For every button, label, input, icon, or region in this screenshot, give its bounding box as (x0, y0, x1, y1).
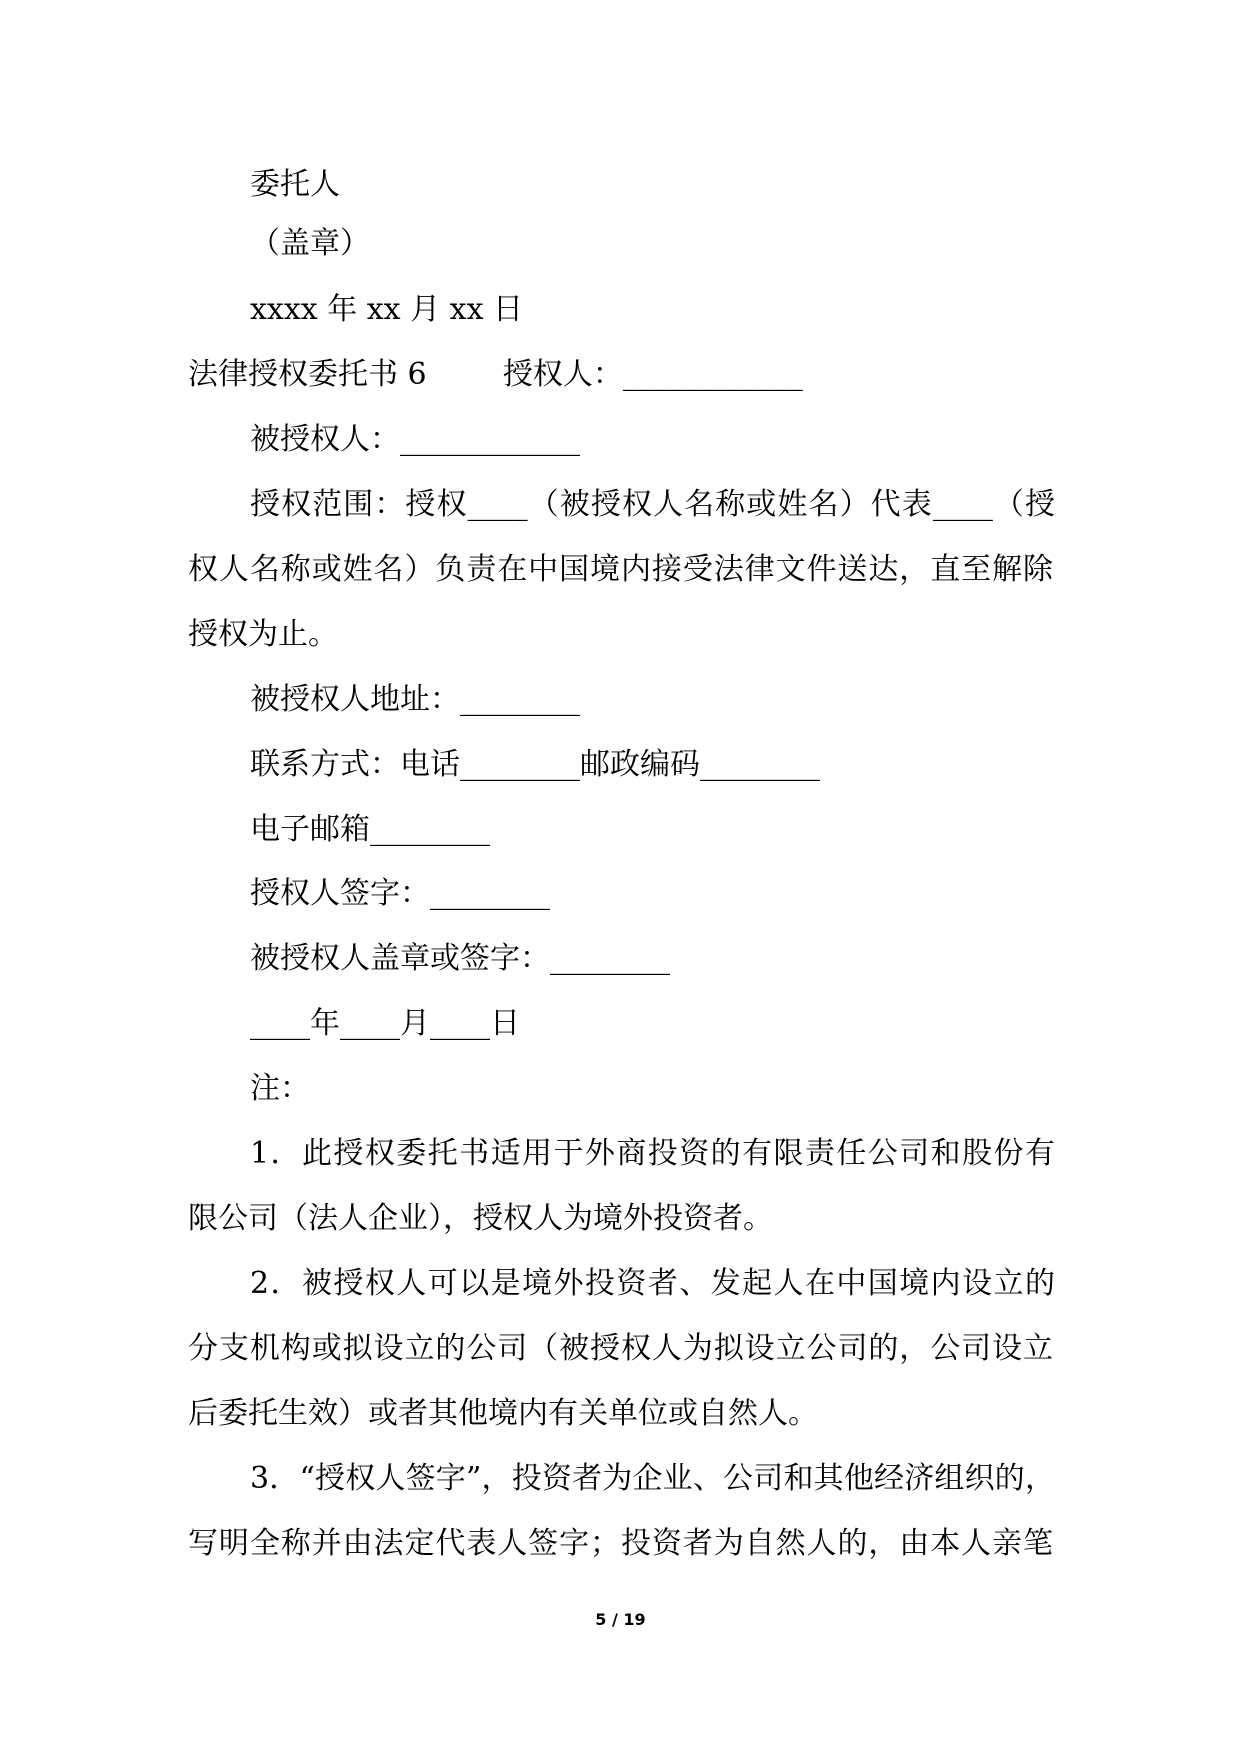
text-line-grantee-signature: 被授权人盖章或签字：________ (250, 941, 670, 976)
text-line-seal: （盖章） (250, 226, 370, 261)
text-line-note-heading: 注： (250, 1071, 310, 1106)
text-line-scope-2: 权人名称或姓名）负责在中国境内接受法律文件送达，直至解除 (188, 552, 1053, 587)
text-line-grantee: 被授权人：____________ (250, 422, 580, 457)
text-line-heading-grantor: 法律授权委托书 6 授权人：____________ (188, 357, 803, 392)
text-line-grantee-address: 被授权人地址：________ (250, 682, 580, 717)
text-line-principal: 委托人 (250, 167, 340, 202)
page-number: 5 / 19 (595, 1610, 646, 1629)
text-line-note-2c: 后委托生效）或者其他境内有关单位或自然人。 (188, 1396, 818, 1431)
text-line-note-3a: 3．“授权人签字”，投资者为企业、公司和其他经济组织的， (250, 1461, 1055, 1496)
text-line-contact: 联系方式：电话________邮政编码________ (250, 747, 820, 782)
text-line-scope-1: 授权范围：授权____（被授权人名称或姓名）代表____（授 (250, 487, 1055, 522)
text-line-email: 电子邮箱________ (250, 812, 490, 847)
text-line-note-2a: 2．被授权人可以是境外投资者、发起人在中国境内设立的 (250, 1266, 1055, 1301)
text-line-blank-date: ____年____月____日 (250, 1006, 520, 1041)
text-line-scope-3: 授权为止。 (188, 617, 338, 652)
text-line-grantor-signature: 授权人签字：________ (250, 876, 550, 911)
text-line-note-1a: 1．此授权委托书适用于外商投资的有限责任公司和股份有 (250, 1136, 1055, 1171)
text-line-note-3b: 写明全称并由法定代表人签字；投资者为自然人的，由本人亲笔 (188, 1526, 1053, 1561)
text-line-date: xxxx 年 xx 月 xx 日 (250, 292, 524, 327)
text-line-note-2b: 分支机构或拟设立的公司（被授权人为拟设立公司的，公司设立 (188, 1331, 1053, 1366)
text-line-note-1b: 限公司（法人企业），授权人为境外投资者。 (188, 1201, 773, 1236)
